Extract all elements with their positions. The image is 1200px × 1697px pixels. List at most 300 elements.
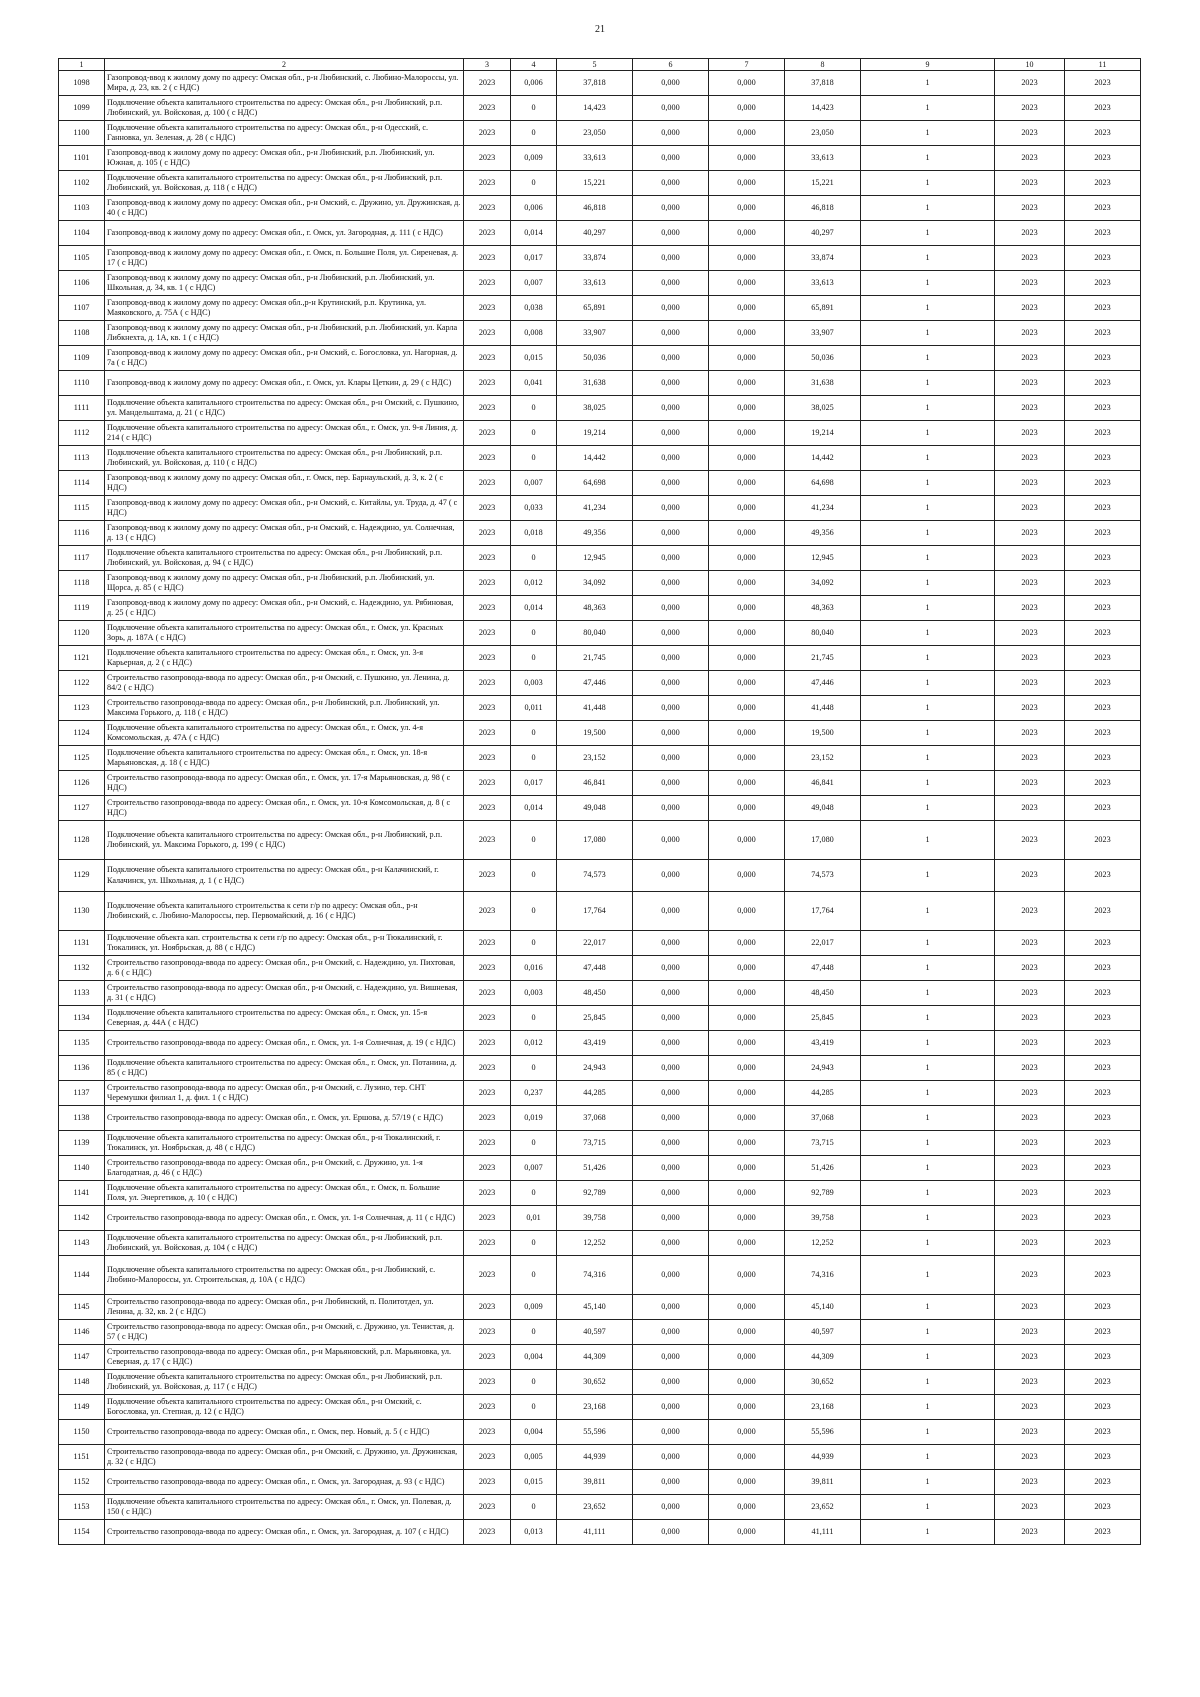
table-row xyxy=(59,1420,1141,1445)
cost-col7: 0,000 xyxy=(709,246,785,271)
start-year: 2023 xyxy=(995,1395,1065,1420)
length: 0,004 xyxy=(511,1420,557,1445)
end-year: 2023 xyxy=(1065,1495,1141,1520)
cost-total: 31,638 xyxy=(557,371,633,396)
year: 2023 xyxy=(464,671,511,696)
cost-col8: 47,448 xyxy=(785,956,861,981)
table-row xyxy=(59,1395,1141,1420)
cost-total: 40,597 xyxy=(557,1320,633,1345)
cost-col6: 0,000 xyxy=(633,1006,709,1031)
cost-col6: 0,000 xyxy=(633,1106,709,1131)
cost-col7: 0,000 xyxy=(709,860,785,892)
count: 1 xyxy=(861,1031,995,1056)
year: 2023 xyxy=(464,471,511,496)
page-number: 21 xyxy=(595,24,605,35)
start-year: 2023 xyxy=(995,271,1065,296)
count: 1 xyxy=(861,446,995,471)
start-year: 2023 xyxy=(995,821,1065,860)
description: Подключение объекта кап. строительства к сети г/р по адресу: Омская обл., р-н Тюкалинский, г. Тюкалинск, ул. Ноябрьская, д. 88 ( с НДС) xyxy=(105,931,464,956)
cost-col8: 37,068 xyxy=(785,1106,861,1131)
cost-col6: 0,000 xyxy=(633,321,709,346)
row-number: 1099 xyxy=(59,96,105,121)
cost-col8: 34,092 xyxy=(785,571,861,596)
row-number: 1124 xyxy=(59,721,105,746)
cost-total: 49,356 xyxy=(557,521,633,546)
start-year: 2023 xyxy=(995,796,1065,821)
end-year: 2023 xyxy=(1065,1081,1141,1106)
start-year: 2023 xyxy=(995,1056,1065,1081)
end-year: 2023 xyxy=(1065,1370,1141,1395)
cost-col8: 51,426 xyxy=(785,1156,861,1181)
cost-total: 49,048 xyxy=(557,796,633,821)
cost-col7: 0,000 xyxy=(709,1370,785,1395)
description: Подключение объекта капитального строительства к сети г/р по адресу: Омская обл., р-н Любинский, с. Любино-Малороссы, пер. Первомайский, д. 16 ( с НДС) xyxy=(105,892,464,931)
end-year: 2023 xyxy=(1065,321,1141,346)
cost-total: 74,316 xyxy=(557,1256,633,1295)
cost-total: 37,818 xyxy=(557,71,633,96)
cost-col6: 0,000 xyxy=(633,821,709,860)
year: 2023 xyxy=(464,1320,511,1345)
table-row xyxy=(59,956,1141,981)
start-year: 2023 xyxy=(995,471,1065,496)
year: 2023 xyxy=(464,1295,511,1320)
cost-col8: 73,715 xyxy=(785,1131,861,1156)
table-row xyxy=(59,546,1141,571)
end-year: 2023 xyxy=(1065,96,1141,121)
year: 2023 xyxy=(464,571,511,596)
table-row xyxy=(59,246,1141,271)
year: 2023 xyxy=(464,1006,511,1031)
cost-total: 38,025 xyxy=(557,396,633,421)
cost-col8: 92,789 xyxy=(785,1181,861,1206)
length: 0,006 xyxy=(511,71,557,96)
length: 0 xyxy=(511,746,557,771)
cost-col7: 0,000 xyxy=(709,1206,785,1231)
count: 1 xyxy=(861,1420,995,1445)
start-year: 2023 xyxy=(995,1295,1065,1320)
cost-col8: 74,316 xyxy=(785,1256,861,1295)
year: 2023 xyxy=(464,1056,511,1081)
length: 0,009 xyxy=(511,1295,557,1320)
length: 0,008 xyxy=(511,321,557,346)
row-number: 1110 xyxy=(59,371,105,396)
cost-col6: 0,000 xyxy=(633,1420,709,1445)
cost-col8: 41,234 xyxy=(785,496,861,521)
end-year: 2023 xyxy=(1065,296,1141,321)
cost-col6: 0,000 xyxy=(633,771,709,796)
length: 0 xyxy=(511,171,557,196)
row-number: 1134 xyxy=(59,1006,105,1031)
year: 2023 xyxy=(464,1395,511,1420)
cost-col7: 0,000 xyxy=(709,321,785,346)
table-row xyxy=(59,821,1141,860)
cost-col6: 0,000 xyxy=(633,1031,709,1056)
description: Подключение объекта капитального строительства по адресу: Омская обл., р-н Тюкалинский, г. Тюкалинск, ул. Ноябрьская, д. 48 ( с НДС) xyxy=(105,1131,464,1156)
length: 0,011 xyxy=(511,696,557,721)
cost-total: 39,758 xyxy=(557,1206,633,1231)
cost-col7: 0,000 xyxy=(709,1520,785,1545)
cost-col6: 0,000 xyxy=(633,496,709,521)
cost-col6: 0,000 xyxy=(633,1181,709,1206)
year: 2023 xyxy=(464,860,511,892)
count: 1 xyxy=(861,1206,995,1231)
end-year: 2023 xyxy=(1065,496,1141,521)
description: Строительство газопровода-ввода по адресу: Омская обл., г. Омск, ул. Загородная, д. 107 ( с НДС) xyxy=(105,1520,464,1545)
description: Подключение объекта капитального строительства по адресу: Омская обл., г. Омск, ул. Красных Зорь, д. 187А ( с НДС) xyxy=(105,621,464,646)
cost-total: 44,285 xyxy=(557,1081,633,1106)
cost-col8: 33,874 xyxy=(785,246,861,271)
cost-total: 55,596 xyxy=(557,1420,633,1445)
row-number: 1117 xyxy=(59,546,105,571)
count: 1 xyxy=(861,1131,995,1156)
count: 1 xyxy=(861,892,995,931)
cost-col7: 0,000 xyxy=(709,621,785,646)
cost-total: 33,613 xyxy=(557,146,633,171)
cost-total: 12,252 xyxy=(557,1231,633,1256)
cost-col6: 0,000 xyxy=(633,956,709,981)
end-year: 2023 xyxy=(1065,1445,1141,1470)
description: Подключение объекта капитального строительства по адресу: Омская обл., р-н Любинский, р.п. Любинский, ул. Войсковая, д. 100 ( с НДС) xyxy=(105,96,464,121)
description: Газопровод-ввод к жилому дому по адресу: Омская обл., г. Омск, ул. Загородная, д. 111 ( с НДС) xyxy=(105,221,464,246)
count: 1 xyxy=(861,1445,995,1470)
row-number: 1125 xyxy=(59,746,105,771)
cost-col8: 43,419 xyxy=(785,1031,861,1056)
cost-col6: 0,000 xyxy=(633,1370,709,1395)
table-row xyxy=(59,596,1141,621)
cost-col8: 40,597 xyxy=(785,1320,861,1345)
start-year: 2023 xyxy=(995,71,1065,96)
cost-col6: 0,000 xyxy=(633,721,709,746)
year: 2023 xyxy=(464,956,511,981)
end-year: 2023 xyxy=(1065,471,1141,496)
length: 0,007 xyxy=(511,271,557,296)
table-row xyxy=(59,1056,1141,1081)
count: 1 xyxy=(861,321,995,346)
column-number: 4 xyxy=(511,59,557,71)
end-year: 2023 xyxy=(1065,1031,1141,1056)
row-number: 1100 xyxy=(59,121,105,146)
start-year: 2023 xyxy=(995,981,1065,1006)
table-row xyxy=(59,1295,1141,1320)
cost-col8: 41,448 xyxy=(785,696,861,721)
end-year: 2023 xyxy=(1065,721,1141,746)
start-year: 2023 xyxy=(995,246,1065,271)
end-year: 2023 xyxy=(1065,860,1141,892)
year: 2023 xyxy=(464,1081,511,1106)
cost-col7: 0,000 xyxy=(709,196,785,221)
cost-col7: 0,000 xyxy=(709,296,785,321)
description: Строительство газопровода-ввода по адресу: Омская обл., г. Омск, пер. Новый, д. 5 ( с НДС) xyxy=(105,1420,464,1445)
start-year: 2023 xyxy=(995,696,1065,721)
cost-total: 40,297 xyxy=(557,221,633,246)
cost-col6: 0,000 xyxy=(633,1206,709,1231)
cost-total: 41,448 xyxy=(557,696,633,721)
row-number: 1148 xyxy=(59,1370,105,1395)
count: 1 xyxy=(861,1470,995,1495)
table-row xyxy=(59,746,1141,771)
cost-col7: 0,000 xyxy=(709,471,785,496)
column-number: 1 xyxy=(59,59,105,71)
end-year: 2023 xyxy=(1065,196,1141,221)
description: Строительство газопровода-ввода по адресу: Омская обл., р-н Омский, с. Дружино, ул. Дружинская, д. 32 ( с НДС) xyxy=(105,1445,464,1470)
cost-col7: 0,000 xyxy=(709,421,785,446)
cost-col7: 0,000 xyxy=(709,271,785,296)
start-year: 2023 xyxy=(995,346,1065,371)
cost-col6: 0,000 xyxy=(633,1320,709,1345)
table-row xyxy=(59,496,1141,521)
start-year: 2023 xyxy=(995,1131,1065,1156)
description: Подключение объекта капитального строительства по адресу: Омская обл., р-н Одесский, с. Ганновка, ул. Зеленая, д. 28 ( с НДС) xyxy=(105,121,464,146)
cost-col7: 0,000 xyxy=(709,721,785,746)
length: 0,016 xyxy=(511,956,557,981)
length: 0,014 xyxy=(511,796,557,821)
year: 2023 xyxy=(464,1106,511,1131)
length: 0,005 xyxy=(511,1445,557,1470)
cost-total: 22,017 xyxy=(557,931,633,956)
row-number: 1114 xyxy=(59,471,105,496)
description: Подключение объекта капитального строительства по адресу: Омская обл., г. Омск, ул. Потанина, д. 85 ( с НДС) xyxy=(105,1056,464,1081)
count: 1 xyxy=(861,1520,995,1545)
end-year: 2023 xyxy=(1065,1181,1141,1206)
cost-col7: 0,000 xyxy=(709,1081,785,1106)
cost-col6: 0,000 xyxy=(633,671,709,696)
length: 0,003 xyxy=(511,671,557,696)
length: 0 xyxy=(511,892,557,931)
row-number: 1131 xyxy=(59,931,105,956)
end-year: 2023 xyxy=(1065,1056,1141,1081)
cost-col6: 0,000 xyxy=(633,571,709,596)
cost-col8: 31,638 xyxy=(785,371,861,396)
row-number: 1112 xyxy=(59,421,105,446)
count: 1 xyxy=(861,221,995,246)
row-number: 1108 xyxy=(59,321,105,346)
cost-col8: 44,939 xyxy=(785,1445,861,1470)
length: 0 xyxy=(511,821,557,860)
cost-total: 47,448 xyxy=(557,956,633,981)
end-year: 2023 xyxy=(1065,446,1141,471)
description: Подключение объекта капитального строительства по адресу: Омская обл., р-н Калачинский, г. Калачинск, ул. Школьная, д. 1 ( с НДС) xyxy=(105,860,464,892)
end-year: 2023 xyxy=(1065,596,1141,621)
count: 1 xyxy=(861,371,995,396)
cost-col8: 80,040 xyxy=(785,621,861,646)
end-year: 2023 xyxy=(1065,1345,1141,1370)
year: 2023 xyxy=(464,496,511,521)
row-number: 1135 xyxy=(59,1031,105,1056)
description: Газопровод-ввод к жилому дому по адресу: Омская обл.,р-н Крутинский, р.п. Крутинка, ул. Маяковского, д. 75А ( с НДС) xyxy=(105,296,464,321)
column-number: 11 xyxy=(1065,59,1141,71)
cost-col7: 0,000 xyxy=(709,1470,785,1495)
start-year: 2023 xyxy=(995,521,1065,546)
row-number: 1141 xyxy=(59,1181,105,1206)
cost-total: 23,652 xyxy=(557,1495,633,1520)
start-year: 2023 xyxy=(995,1081,1065,1106)
column-number: 5 xyxy=(557,59,633,71)
cost-col6: 0,000 xyxy=(633,296,709,321)
length: 0 xyxy=(511,1395,557,1420)
cost-total: 46,841 xyxy=(557,771,633,796)
end-year: 2023 xyxy=(1065,521,1141,546)
description: Подключение объекта капитального строительства по адресу: Омская обл., р-н Любинский, р.п. Любинский, ул. Войсковая, д. 110 ( с НДС) xyxy=(105,446,464,471)
year: 2023 xyxy=(464,1181,511,1206)
description: Строительство газопровода-ввода по адресу: Омская обл., р-н Омский, с. Дружино, ул. 1-я Благодатная, д. 46 ( с НДС) xyxy=(105,1156,464,1181)
cost-total: 23,050 xyxy=(557,121,633,146)
length: 0,018 xyxy=(511,521,557,546)
year: 2023 xyxy=(464,321,511,346)
cost-col6: 0,000 xyxy=(633,1256,709,1295)
cost-total: 23,168 xyxy=(557,1395,633,1420)
count: 1 xyxy=(861,1295,995,1320)
row-number: 1119 xyxy=(59,596,105,621)
cost-col6: 0,000 xyxy=(633,621,709,646)
cost-col8: 23,152 xyxy=(785,746,861,771)
cost-col6: 0,000 xyxy=(633,396,709,421)
count: 1 xyxy=(861,981,995,1006)
cost-col8: 25,845 xyxy=(785,1006,861,1031)
table-row xyxy=(59,621,1141,646)
table-row xyxy=(59,196,1141,221)
table-row xyxy=(59,1231,1141,1256)
row-number: 1146 xyxy=(59,1320,105,1345)
cost-total: 33,874 xyxy=(557,246,633,271)
row-number: 1115 xyxy=(59,496,105,521)
description: Подключение объекта капитального строительства по адресу: Омская обл., г. Омск, ул. 4-я Комсомольская, д. 47А ( с НДС) xyxy=(105,721,464,746)
start-year: 2023 xyxy=(995,721,1065,746)
description: Строительство газопровода-ввода по адресу: Омская обл., г. Омск, ул. Ершова, д. 57/19 ( с НДС) xyxy=(105,1106,464,1131)
row-number: 1103 xyxy=(59,196,105,221)
count: 1 xyxy=(861,571,995,596)
year: 2023 xyxy=(464,931,511,956)
start-year: 2023 xyxy=(995,96,1065,121)
year: 2023 xyxy=(464,171,511,196)
start-year: 2023 xyxy=(995,1231,1065,1256)
cost-col6: 0,000 xyxy=(633,121,709,146)
length: 0,015 xyxy=(511,1470,557,1495)
year: 2023 xyxy=(464,1370,511,1395)
end-year: 2023 xyxy=(1065,981,1141,1006)
year: 2023 xyxy=(464,346,511,371)
end-year: 2023 xyxy=(1065,696,1141,721)
count: 1 xyxy=(861,296,995,321)
length: 0,007 xyxy=(511,1156,557,1181)
cost-col8: 46,841 xyxy=(785,771,861,796)
cost-total: 80,040 xyxy=(557,621,633,646)
cost-total: 19,214 xyxy=(557,421,633,446)
cost-col6: 0,000 xyxy=(633,546,709,571)
count: 1 xyxy=(861,646,995,671)
cost-col8: 74,573 xyxy=(785,860,861,892)
year: 2023 xyxy=(464,446,511,471)
cost-total: 45,140 xyxy=(557,1295,633,1320)
year: 2023 xyxy=(464,96,511,121)
end-year: 2023 xyxy=(1065,1256,1141,1295)
cost-col7: 0,000 xyxy=(709,1320,785,1345)
cost-col8: 17,764 xyxy=(785,892,861,931)
table-row xyxy=(59,1156,1141,1181)
cost-col6: 0,000 xyxy=(633,860,709,892)
cost-col7: 0,000 xyxy=(709,496,785,521)
cost-col8: 21,745 xyxy=(785,646,861,671)
start-year: 2023 xyxy=(995,646,1065,671)
row-number: 1143 xyxy=(59,1231,105,1256)
count: 1 xyxy=(861,346,995,371)
column-number: 10 xyxy=(995,59,1065,71)
cost-col7: 0,000 xyxy=(709,121,785,146)
cost-total: 33,613 xyxy=(557,271,633,296)
start-year: 2023 xyxy=(995,596,1065,621)
cost-total: 17,080 xyxy=(557,821,633,860)
column-number-row xyxy=(59,59,1141,71)
table-row xyxy=(59,1256,1141,1295)
row-number: 1150 xyxy=(59,1420,105,1445)
count: 1 xyxy=(861,171,995,196)
cost-col6: 0,000 xyxy=(633,1445,709,1470)
year: 2023 xyxy=(464,71,511,96)
cost-col7: 0,000 xyxy=(709,221,785,246)
cost-col6: 0,000 xyxy=(633,446,709,471)
year: 2023 xyxy=(464,981,511,1006)
cost-col8: 19,500 xyxy=(785,721,861,746)
year: 2023 xyxy=(464,371,511,396)
year: 2023 xyxy=(464,1520,511,1545)
cost-col7: 0,000 xyxy=(709,446,785,471)
length: 0 xyxy=(511,1131,557,1156)
year: 2023 xyxy=(464,546,511,571)
year: 2023 xyxy=(464,1420,511,1445)
start-year: 2023 xyxy=(995,671,1065,696)
cost-col7: 0,000 xyxy=(709,1106,785,1131)
end-year: 2023 xyxy=(1065,421,1141,446)
description: Газопровод-ввод к жилому дому по адресу: Омская обл., р-н Омский, с. Надеждино, ул. Солнечная, д. 13 ( с НДС) xyxy=(105,521,464,546)
cost-col8: 24,943 xyxy=(785,1056,861,1081)
row-number: 1136 xyxy=(59,1056,105,1081)
cost-col6: 0,000 xyxy=(633,696,709,721)
count: 1 xyxy=(861,796,995,821)
cost-col8: 44,309 xyxy=(785,1345,861,1370)
cost-total: 19,500 xyxy=(557,721,633,746)
cost-col7: 0,000 xyxy=(709,1395,785,1420)
end-year: 2023 xyxy=(1065,1420,1141,1445)
row-number: 1104 xyxy=(59,221,105,246)
start-year: 2023 xyxy=(995,1420,1065,1445)
table-row xyxy=(59,521,1141,546)
cost-col6: 0,000 xyxy=(633,892,709,931)
table-row xyxy=(59,696,1141,721)
row-number: 1123 xyxy=(59,696,105,721)
table-row xyxy=(59,421,1141,446)
cost-col6: 0,000 xyxy=(633,421,709,446)
column-number: 2 xyxy=(105,59,464,71)
count: 1 xyxy=(861,696,995,721)
end-year: 2023 xyxy=(1065,171,1141,196)
cost-col8: 19,214 xyxy=(785,421,861,446)
year: 2023 xyxy=(464,696,511,721)
cost-col6: 0,000 xyxy=(633,246,709,271)
end-year: 2023 xyxy=(1065,146,1141,171)
table-row xyxy=(59,671,1141,696)
cost-col7: 0,000 xyxy=(709,546,785,571)
table-row xyxy=(59,796,1141,821)
count: 1 xyxy=(861,196,995,221)
table-row xyxy=(59,1031,1141,1056)
row-number: 1154 xyxy=(59,1520,105,1545)
description: Подключение объекта капитального строительства по адресу: Омская обл., р-н Омский, с. Пушкино, ул. Мандельштама, д. 21 ( с НДС) xyxy=(105,396,464,421)
length: 0 xyxy=(511,1231,557,1256)
table-row xyxy=(59,1520,1141,1545)
column-number: 7 xyxy=(709,59,785,71)
length: 0,014 xyxy=(511,596,557,621)
cost-total: 25,845 xyxy=(557,1006,633,1031)
start-year: 2023 xyxy=(995,1206,1065,1231)
